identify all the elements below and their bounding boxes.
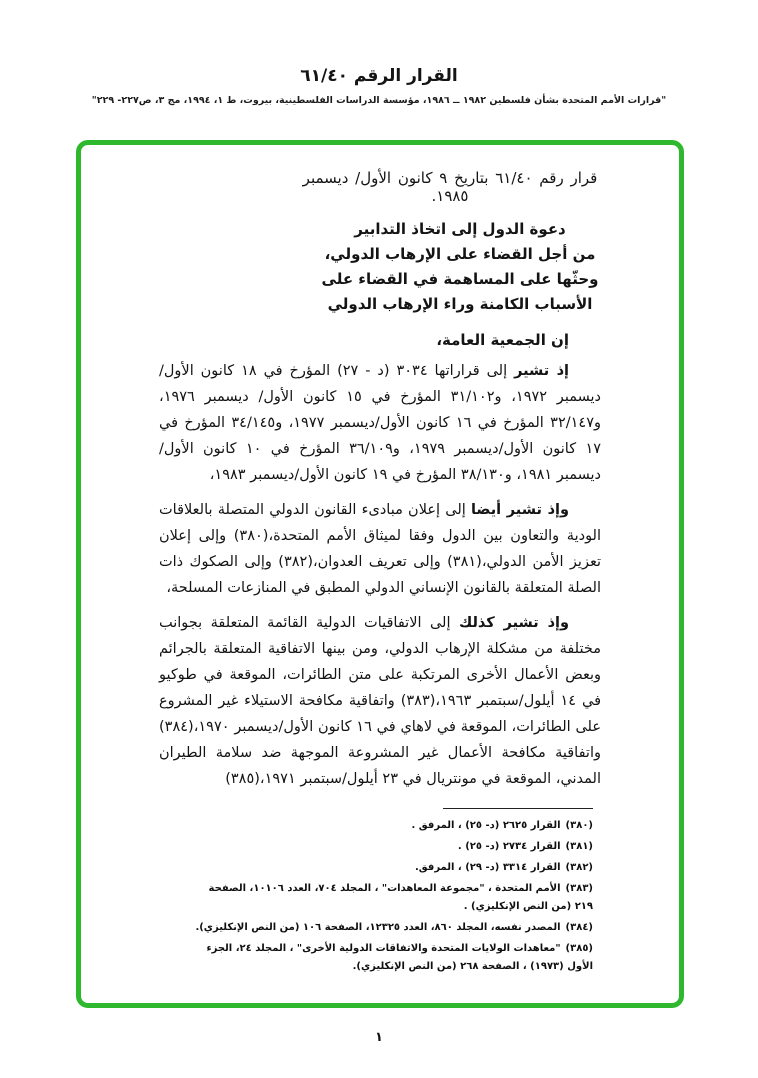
footnote-text: القرار ٢٧٣٤ (د- ٢٥) . [457, 841, 561, 852]
footnote-text: الأمم المتحدة ، "مجموعة المعاهدات" ، المجلد ٧٠٤، العدد ١٠١٠٦، الصفحة ٢١٩ (من النص الإنكليزي) . [208, 883, 593, 912]
footnote-text: المصدر نفسه، المجلد ٨٦٠، العدد ١٢٣٢٥، الصفحة ١٠٦ (من النص الإنكليزي). [195, 922, 561, 933]
footnote-item [187, 859, 593, 877]
footnote-marker: (٣٨٢) [565, 862, 593, 873]
footnote-marker: (٣٨٥) [565, 943, 593, 954]
paragraph-text: إلى قراراتها ٣٠٣٤ (د - ٢٧) المؤرخ في ١٨ كانون الأول/ديسمبر ١٩٧٢، و٣١/١٠٢ المؤرخ في ١٥ كانون الأول/ ديسمبر ١٩٧٦، و٣٢/١٤٧ المؤرخ في ١٦ كانون الأول/ديسمبر ١٩٧٧، و٣٤/١٤٥ المؤرخ في ١٧ كانون الأول/ديسمبر ١٩٧٩، و٣٦/١٠٩ المؤرخ في ١٠ كانون الأول/ديسمبر ١٩٨١، و٣٨/١٣٠ المؤرخ في ١٩ كانون الأول/ديسمبر ١٩٨٣، [159, 363, 602, 483]
footnote-marker: (٣٨٣) [565, 883, 593, 894]
body-paragraph [159, 358, 601, 488]
footnote-item [187, 880, 593, 916]
page-title: القرار الرقم ٦١/٤٠ [300, 66, 458, 86]
assembly-salutation: إن الجمعية العامة، [436, 331, 569, 349]
body-paragraph [159, 497, 601, 601]
footnote-text: القرار ٢٦٢٥ (د- ٢٥) ، المرفق . [411, 820, 561, 831]
resolution-heading [159, 217, 601, 317]
resolution-box [76, 140, 684, 1008]
heading-line: دعوة الدول إلى اتخاذ التدابير [354, 220, 566, 238]
footnote-marker: (٣٨٤) [565, 922, 593, 933]
footnote-separator [443, 808, 593, 809]
page-number: ١ [375, 1030, 383, 1045]
paragraph-lead: وإذ تشير أيضا [470, 502, 569, 518]
paragraph-text: إلى الاتفاقيات الدولية القائمة المتعلقة بجوانب مختلفة من مشكلة الإرهاب الدولي، ومن بينها الاتفاقية المتعلقة بالجرائم وبعض الأعمال الأخرى المرتكبة على متن الطائرات، الموقعة في طوكيو في ١٤ أيلول/سبتمبر ١٩٦٣،(٣٨٣) واتفاقية مكافحة الاستيلاء غير المشروع على الطائرات، الموقعة في لاهاي في ١٦ كانون الأول/ديسمبر ١٩٧٠،(٣٨٤) واتفاقية مكافحة الأعمال غير المشروعة الموجهة ضد سلامة الطيران المدني، الموقعة في مونتريال في ٢٣ أيلول/سبتمبر ١٩٧١،(٣٨٥) [159, 615, 601, 787]
paragraph-lead: إذ تشير [514, 363, 569, 379]
body-paragraph [159, 610, 601, 792]
heading-line: وحثّها على المساهمة في القضاء على [321, 270, 599, 288]
resolution-title: قرار رقم ٦١/٤٠ بتاريخ ٩ كانون الأول/ ديسمبر ١٩٨٥. [302, 169, 598, 205]
paragraph-lead: وإذ تشير كذلك [458, 615, 570, 631]
paragraph-text: إلى إعلان مبادىء القانون الدولي المتصلة بالعلاقات الودية والتعاون بين الدول وفقا لميثاق الأمم المتحدة،(٣٨٠) وإلى إعلان تعزيز الأمن الدولي،(٣٨١) وإلى تعريف العدوان،(٣٨٢) وإلى الصكوك ذات الصلة المتعلقة بالقانون الإنساني الدولي المطبق في المنازعات المسلحة، [159, 502, 602, 596]
heading-line: من أجل القضاء على الإرهاب الدولي، [324, 245, 596, 263]
footnote-marker: (٣٨٠) [565, 820, 593, 831]
footnotes-section [187, 808, 593, 993]
citation-line: "قرارات الأمم المتحدة بشأن فلسطين ١٩٨٢ ــ ١٩٨٦، مؤسسة الدراسات الفلسطينية، بيروت، ط ١، ١٩٩٤، مج ٣، ص٢٢٧- ٢٢٩" [91, 95, 667, 106]
page-header [0, 0, 758, 106]
footnote-item [187, 838, 593, 856]
footnote-item [187, 919, 593, 937]
footnote-item [187, 817, 593, 835]
footnote-text: "معاهدات الولايات المتحدة والاتفاقات الدولية الأخرى" ، المجلد ٢٤، الجزء الأول (١٩٧٣) ، الصفحة ٢٦٨ (من النص الإنكليزي). [206, 943, 593, 972]
footnote-text: القرار ٣٣١٤ (د- ٢٩) ، المرفق. [414, 862, 561, 873]
footnote-item [187, 940, 593, 976]
resolution-content [81, 145, 679, 1003]
footnote-marker: (٣٨١) [565, 841, 593, 852]
heading-line: الأسباب الكامنة وراء الإرهاب الدولي [327, 295, 593, 313]
